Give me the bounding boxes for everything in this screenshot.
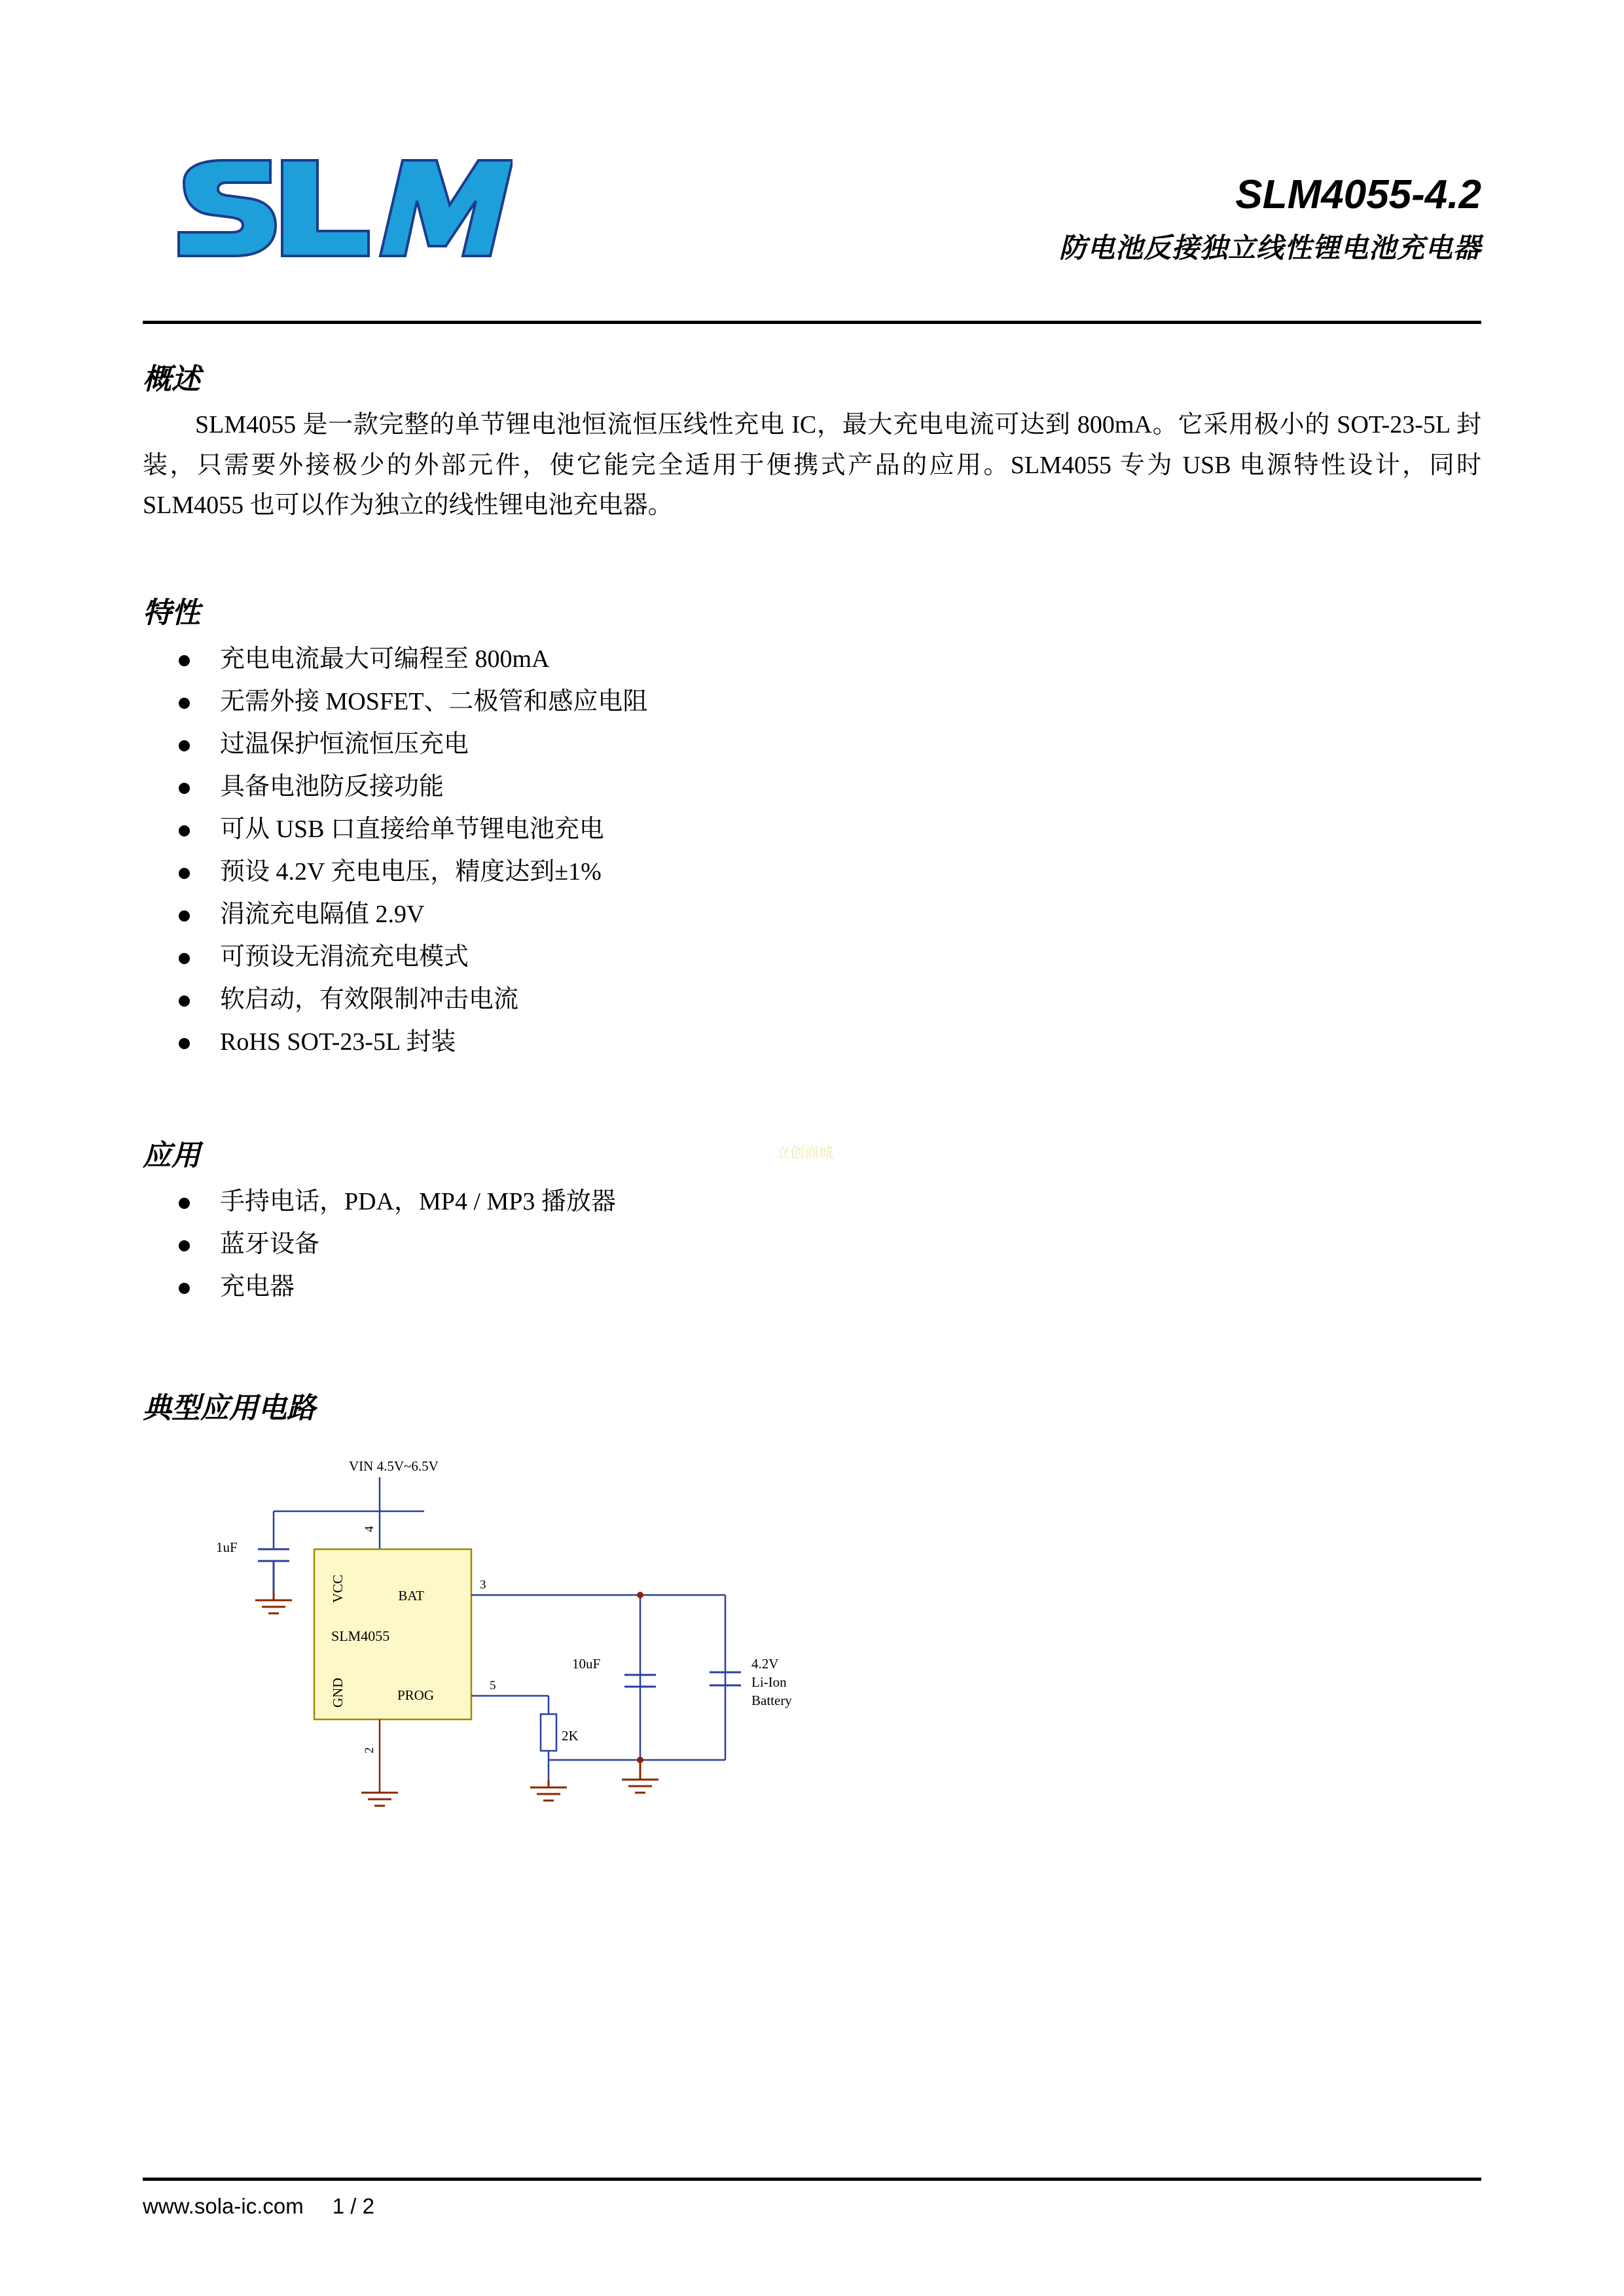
- list-item: [143, 774, 1481, 799]
- list-item: [143, 817, 1481, 842]
- applications-list: [143, 1189, 1481, 1299]
- bullet-icon: [179, 910, 190, 922]
- list-item: [143, 902, 1481, 927]
- list-item: [143, 1232, 1481, 1257]
- pin-number-vcc: 4: [363, 1526, 376, 1532]
- watermark-text: 立创商城: [776, 1145, 834, 1162]
- bullet-icon: [179, 783, 190, 794]
- circuit-diagram: [143, 1452, 1481, 1937]
- label-cap-out: 10uF: [572, 1655, 601, 1672]
- section-typical-circuit: [143, 1384, 1481, 1937]
- bullet-icon: [179, 655, 190, 666]
- list-item-label: 具备电池防反接功能: [220, 772, 444, 800]
- footer-page-number: 1 / 2: [332, 2194, 374, 2218]
- pin-number-gnd: 2: [363, 1747, 376, 1753]
- bullet-icon: [179, 740, 190, 751]
- label-cap-in: 1uF: [216, 1539, 238, 1555]
- bullet-icon: [179, 953, 190, 964]
- list-item: [143, 689, 1481, 714]
- header-divider: [143, 321, 1481, 324]
- bullet-icon: [179, 698, 190, 709]
- list-item-label: 充电电流最大可编程至 800mA: [220, 645, 550, 673]
- part-number: SLM4055-4.2: [1235, 172, 1481, 217]
- pin-label-bat: BAT: [398, 1587, 424, 1604]
- list-item: [143, 859, 1481, 884]
- document-subtitle: 防电池反接独立线性锂电池充电器: [1058, 232, 1481, 264]
- list-item-label: 蓝牙设备: [220, 1230, 320, 1258]
- bullet-icon: [179, 1038, 190, 1049]
- pin-number-bat: 3: [480, 1577, 486, 1592]
- list-item-label: 可预设无涓流充电模式: [220, 942, 469, 971]
- list-item-label: 预设 4.2V 充电电压，精度达到±1%: [220, 857, 602, 886]
- list-item: [143, 987, 1481, 1012]
- title-block: [565, 173, 1481, 266]
- page-header: [143, 147, 1481, 324]
- list-item-label: 涓流充电隔值 2.9V: [220, 900, 425, 928]
- overview-text: SLM4055 是一款完整的单节锂电池恒流恒压线性充电 IC，最大充电电流可达到 800mA。它采用极小的 SOT-23-5L 封装，只需要外接极少的外部元件，使它能完全适用于便携式产品的应用。SLM4055 专为 USB 电源特性设计，同时 SLM4055 也可以作为独立的线性锂电池充电器。: [143, 411, 1481, 520]
- applications-heading: 应用: [143, 1138, 200, 1172]
- bullet-icon: [179, 996, 190, 1007]
- resistor-prog: [541, 1714, 556, 1751]
- list-item-label: 软启动，有效限制冲击电流: [220, 985, 519, 1013]
- bullet-icon: [179, 1198, 190, 1209]
- slm-logo: [172, 154, 513, 265]
- list-item-label: 充电器: [220, 1272, 295, 1300]
- label-battery-3: Battery: [751, 1692, 792, 1708]
- list-item-label: 手持电话，PDA，MP4 / MP3 播放器: [220, 1187, 616, 1215]
- list-item: [143, 647, 1481, 672]
- label-resistor: 2K: [562, 1727, 579, 1744]
- list-item: [143, 1030, 1481, 1054]
- list-item: [143, 1189, 1481, 1214]
- circuit-heading: 典型应用电路: [143, 1391, 316, 1425]
- overview-heading: 概述: [143, 363, 200, 396]
- pin-label-vcc: VCC: [330, 1574, 346, 1603]
- list-item: [143, 732, 1481, 757]
- footer-website[interactable]: www.sola-ic.com: [143, 2194, 304, 2218]
- list-item: [143, 944, 1481, 969]
- list-item-label: 可从 USB 口直接给单节锂电池充电: [220, 815, 604, 843]
- bullet-icon: [179, 1240, 190, 1251]
- list-item-label: RoHS SOT-23-5L 封装: [220, 1028, 456, 1056]
- section-overview: [143, 355, 1481, 526]
- list-item-label: 无需外接 MOSFET、二极管和感应电阻: [220, 687, 648, 715]
- list-item-label: 过温保护恒流恒压充电: [220, 730, 469, 758]
- junction-dot: [637, 1592, 643, 1598]
- footer-divider: [143, 2178, 1481, 2181]
- bullet-icon: [179, 1283, 190, 1294]
- page-footer: [143, 2194, 374, 2219]
- section-features: [143, 589, 1481, 1054]
- ic-name: SLM4055: [331, 1627, 390, 1644]
- bullet-icon: [179, 825, 190, 836]
- pin-label-gnd: GND: [330, 1677, 346, 1708]
- pin-number-prog: 5: [490, 1678, 496, 1693]
- label-vin: VIN 4.5V~6.5V: [349, 1458, 439, 1474]
- list-item: [143, 1274, 1481, 1299]
- features-list: [143, 647, 1481, 1054]
- label-battery-1: 4.2V: [751, 1655, 779, 1672]
- bullet-icon: [179, 868, 190, 879]
- label-battery-2: Li-Ion: [751, 1674, 787, 1690]
- pin-label-prog: PROG: [397, 1687, 434, 1703]
- features-heading: 特性: [143, 596, 200, 630]
